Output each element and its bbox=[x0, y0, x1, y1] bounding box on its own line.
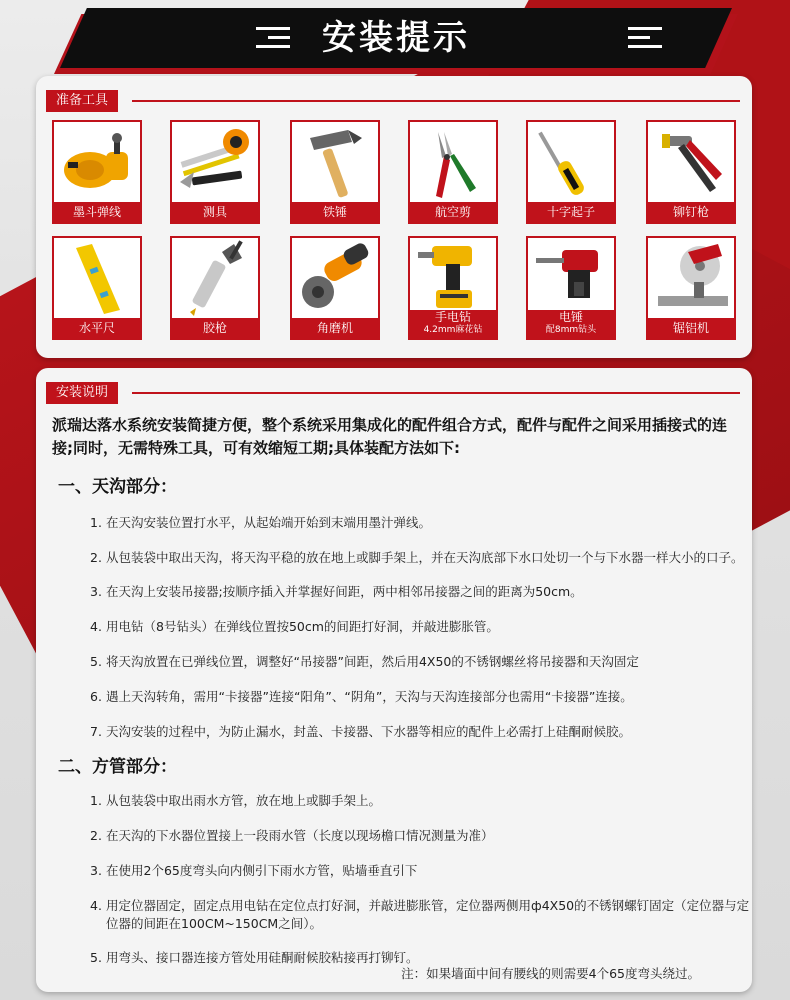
tool-card bbox=[52, 120, 142, 224]
instructions-panel bbox=[36, 368, 752, 992]
page-title: 安装提示 bbox=[322, 18, 470, 58]
part1-heading: 一、天沟部分： bbox=[58, 477, 177, 497]
tool-name-main: 手电钻 bbox=[434, 310, 471, 324]
list-item: 3. 在天沟上安装吊接器;按顺序插入并掌握好间距，两中相邻吊接器之间的距离为50cm。 bbox=[90, 584, 583, 599]
intro-paragraph: 派瑞达落水系统安装简捷方便，整个系统采用集成化的配件组合方式，配件与配件之间采用插接式的连接;同时，无需特殊工具，可有效缩短工期;具体装配方法如下: bbox=[52, 416, 728, 457]
tool-name: 胶枪 bbox=[172, 318, 258, 338]
tool-name: 航空剪 bbox=[410, 202, 496, 222]
list-item: 6. 遇上天沟转角，需用“卡接器”连接“阳角”、“阴角”，天沟与天沟连接部分也需用“卡接器”连接。 bbox=[90, 689, 633, 704]
part2-steps bbox=[90, 792, 750, 967]
tool-name: 测具 bbox=[172, 202, 258, 222]
tool-name bbox=[528, 310, 614, 338]
rotary-hammer-icon bbox=[528, 238, 614, 318]
list-item: 4. 用定位器固定，固定点用电钻在定位点打好洞，并敲进膨胀管，定位器两侧用ф4X50的不锈钢螺钉固定（定位器与定位器的间距在100CM~150CM之间）。 bbox=[90, 898, 750, 931]
tool-card bbox=[290, 120, 380, 224]
list-item: 7. 天沟安装的过程中，为防止漏水，封盖、卡接器、下水器等相应的配件上必需打上硅酮耐候胶。 bbox=[90, 724, 632, 739]
tool-name bbox=[410, 310, 496, 338]
tool-name-sub: 配8mm钻头 bbox=[545, 325, 597, 335]
list-item: 2. 在天沟的下水器位置接上一段雨水管（长度以现场檐口情况测量为准） bbox=[90, 828, 494, 843]
list-item: 4. 用电钻（8号钻头）在弹线位置按50cm的间距打好洞，并敲进膨胀管。 bbox=[90, 619, 499, 634]
tool-name: 铆钉枪 bbox=[648, 202, 734, 222]
tool-card bbox=[646, 120, 736, 224]
caulking-gun-icon bbox=[172, 238, 258, 318]
tool-card bbox=[170, 236, 260, 340]
chalk-line-reel-icon bbox=[54, 122, 140, 202]
phillips-screwdriver-icon bbox=[528, 122, 614, 202]
tool-card bbox=[408, 236, 498, 340]
spirit-level-icon bbox=[54, 238, 140, 318]
tool-name: 角磨机 bbox=[292, 318, 378, 338]
tool-name-main: 电锤 bbox=[558, 310, 583, 324]
tool-card bbox=[408, 120, 498, 224]
tool-name: 铁锤 bbox=[292, 202, 378, 222]
tool-name: 墨斗弹线 bbox=[54, 202, 140, 222]
miter-saw-icon bbox=[648, 238, 734, 318]
list-item: 2. 从包装袋中取出天沟，将天沟平稳的放在地上或脚手架上，并在天沟底部下水口处切一个与下水器一样大小的口子。 bbox=[90, 550, 744, 565]
list-item: 5. 将天沟放置在已弹线位置，调整好“吊接器”间距，然后用4X50的不锈钢螺丝将吊接器和天沟固定 bbox=[90, 654, 639, 669]
list-item: 1. 在天沟安装位置打水平，从起始端开始到末端用墨汁弹线。 bbox=[90, 515, 432, 530]
list-item: 3. 在使用2个65度弯头向内侧引下雨水方管，贴墙垂直引下 bbox=[90, 863, 418, 878]
measuring-tools-icon bbox=[172, 122, 258, 202]
part2-heading: 二、方管部分： bbox=[58, 757, 177, 777]
footnote: 注：如果墙面中间有腰线的则需要4个65度弯头绕过。 bbox=[401, 966, 700, 981]
tools-panel bbox=[36, 76, 752, 358]
part1-steps bbox=[90, 514, 750, 741]
header-banner bbox=[60, 8, 732, 68]
tool-card bbox=[170, 120, 260, 224]
tool-card bbox=[646, 236, 736, 340]
tool-name-sub: 4.2mm麻花钻 bbox=[423, 325, 483, 335]
tools-section-label: 准备工具 bbox=[46, 90, 118, 112]
rivet-gun-icon bbox=[648, 122, 734, 202]
aviation-snips-icon bbox=[410, 122, 496, 202]
tool-name: 十字起子 bbox=[528, 202, 614, 222]
hammer-icon bbox=[292, 122, 378, 202]
tool-name: 水平尺 bbox=[54, 318, 140, 338]
list-item: 1. 从包装袋中取出雨水方管，放在地上或脚手架上。 bbox=[90, 793, 382, 808]
tool-name: 锯铝机 bbox=[648, 318, 734, 338]
tool-card bbox=[290, 236, 380, 340]
tool-card bbox=[526, 120, 616, 224]
instructions-section-label: 安装说明 bbox=[46, 382, 118, 404]
tool-card bbox=[52, 236, 142, 340]
angle-grinder-icon bbox=[292, 238, 378, 318]
tool-card bbox=[526, 236, 616, 340]
list-item: 5. 用弯头、接口器连接方管处用硅酮耐候胶粘接再打铆钉。 bbox=[90, 950, 419, 965]
cordless-drill-icon bbox=[410, 238, 496, 318]
